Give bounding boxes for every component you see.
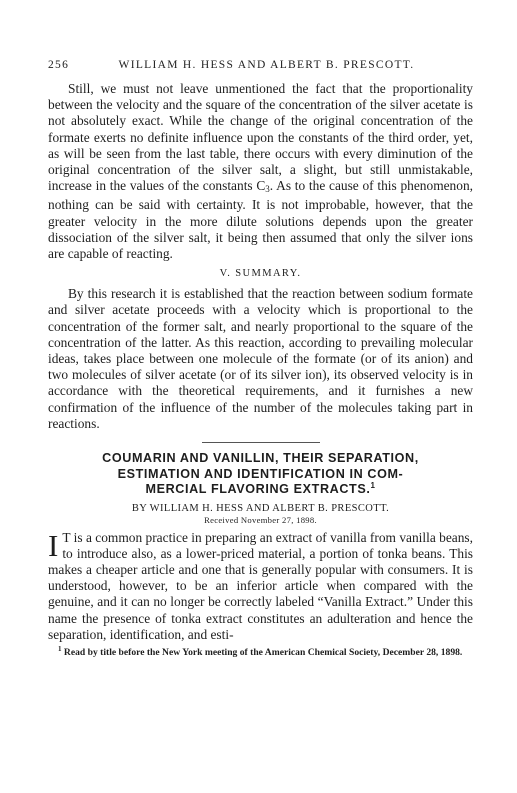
paragraph-text-tail: . As to the cause of this phenomenon, nothing can be said with certainty. It is not improbable, however, that the greater velocity in the more dilute solutions depends upon the greater dissociation of the silver salt, it being then assumed that only the silver ions are capable of reacting. xyxy=(48,178,473,262)
article-opening-paragraph xyxy=(48,527,473,643)
article-title-line-text: MERCIAL FLAVORING EXTRACTS. xyxy=(145,482,371,497)
footnote-text: Read by title before the New York meeting of the American Chemical Society, December 28, 1898. xyxy=(63,647,463,659)
page-number: 256 xyxy=(48,59,70,71)
article-title-line: ESTIMATION AND IDENTIFICATION IN COM- xyxy=(117,466,404,481)
section-heading-summary: V. SUMMARY. xyxy=(219,268,302,280)
paragraph-velocity-discussion xyxy=(48,81,473,262)
summary-paragraph: By this research it is established that the reaction between sodium formate and silver acetate proceeds with a velocity which is proportional to the concentration of the former salt, and nearly proportional to the square of the concentration of the latter. As this reaction, according to prevailing molecular ideas, takes place between one molecule of the formate (or of its anion) and two molecules of silver acetate (or of its silver ion), its observed velocity is in accordance with the theoretical requirements, and it furnishes a new confirmation of the influence of the number of the molecules taking part in reactions. xyxy=(48,286,473,431)
constant-subscript: 3 xyxy=(265,184,270,195)
running-title: WILLIAM H. HESS AND ALBERT B. PRESCOTT. xyxy=(118,59,415,71)
drop-cap: I xyxy=(48,527,59,563)
received-date: Received November 27, 1898. xyxy=(204,514,317,525)
article-title-line xyxy=(54,482,467,498)
footnote-marker: 1 xyxy=(58,644,62,653)
running-head xyxy=(48,58,473,72)
footnote xyxy=(48,644,473,659)
footnote-reference: 1 xyxy=(370,480,376,490)
article-title-line: COUMARIN AND VANILLIN, THEIR SEPARATION, xyxy=(102,451,419,466)
article-byline: BY WILLIAM H. HESS AND ALBERT B. PRESCOTT. xyxy=(131,502,390,514)
article-title xyxy=(54,451,467,498)
paragraph-text: Still, we must not leave unmentioned the fact that the proportionality between the velocity and the square of the concentration of the silver acetate is not absolutely exact. While the change of the original concentration of the formate exerts no definite influence upon the constants of the third order, yet, as will be seen from the last table, there occurs with every diminution of the original concentration of the silver salt, a slight, but still unmistakable, increase in the values of the constants C xyxy=(48,81,473,194)
article-opening-text: T is a common practice in preparing an extract of vanilla from vanilla beans, to introduce also, as a lower-priced material, a portion of tonka beans. This makes a cheaper article and one that is generally popular with consumers. It is understood, however, to be an inferior article when compared with the genuine, and it can no longer be correctly labeled “Vanilla Extract.” Under this name the presence of tonka extract constitutes an adulteration and hence the separation, identification, and esti- xyxy=(48,529,473,642)
article-separator-rule xyxy=(202,442,320,443)
